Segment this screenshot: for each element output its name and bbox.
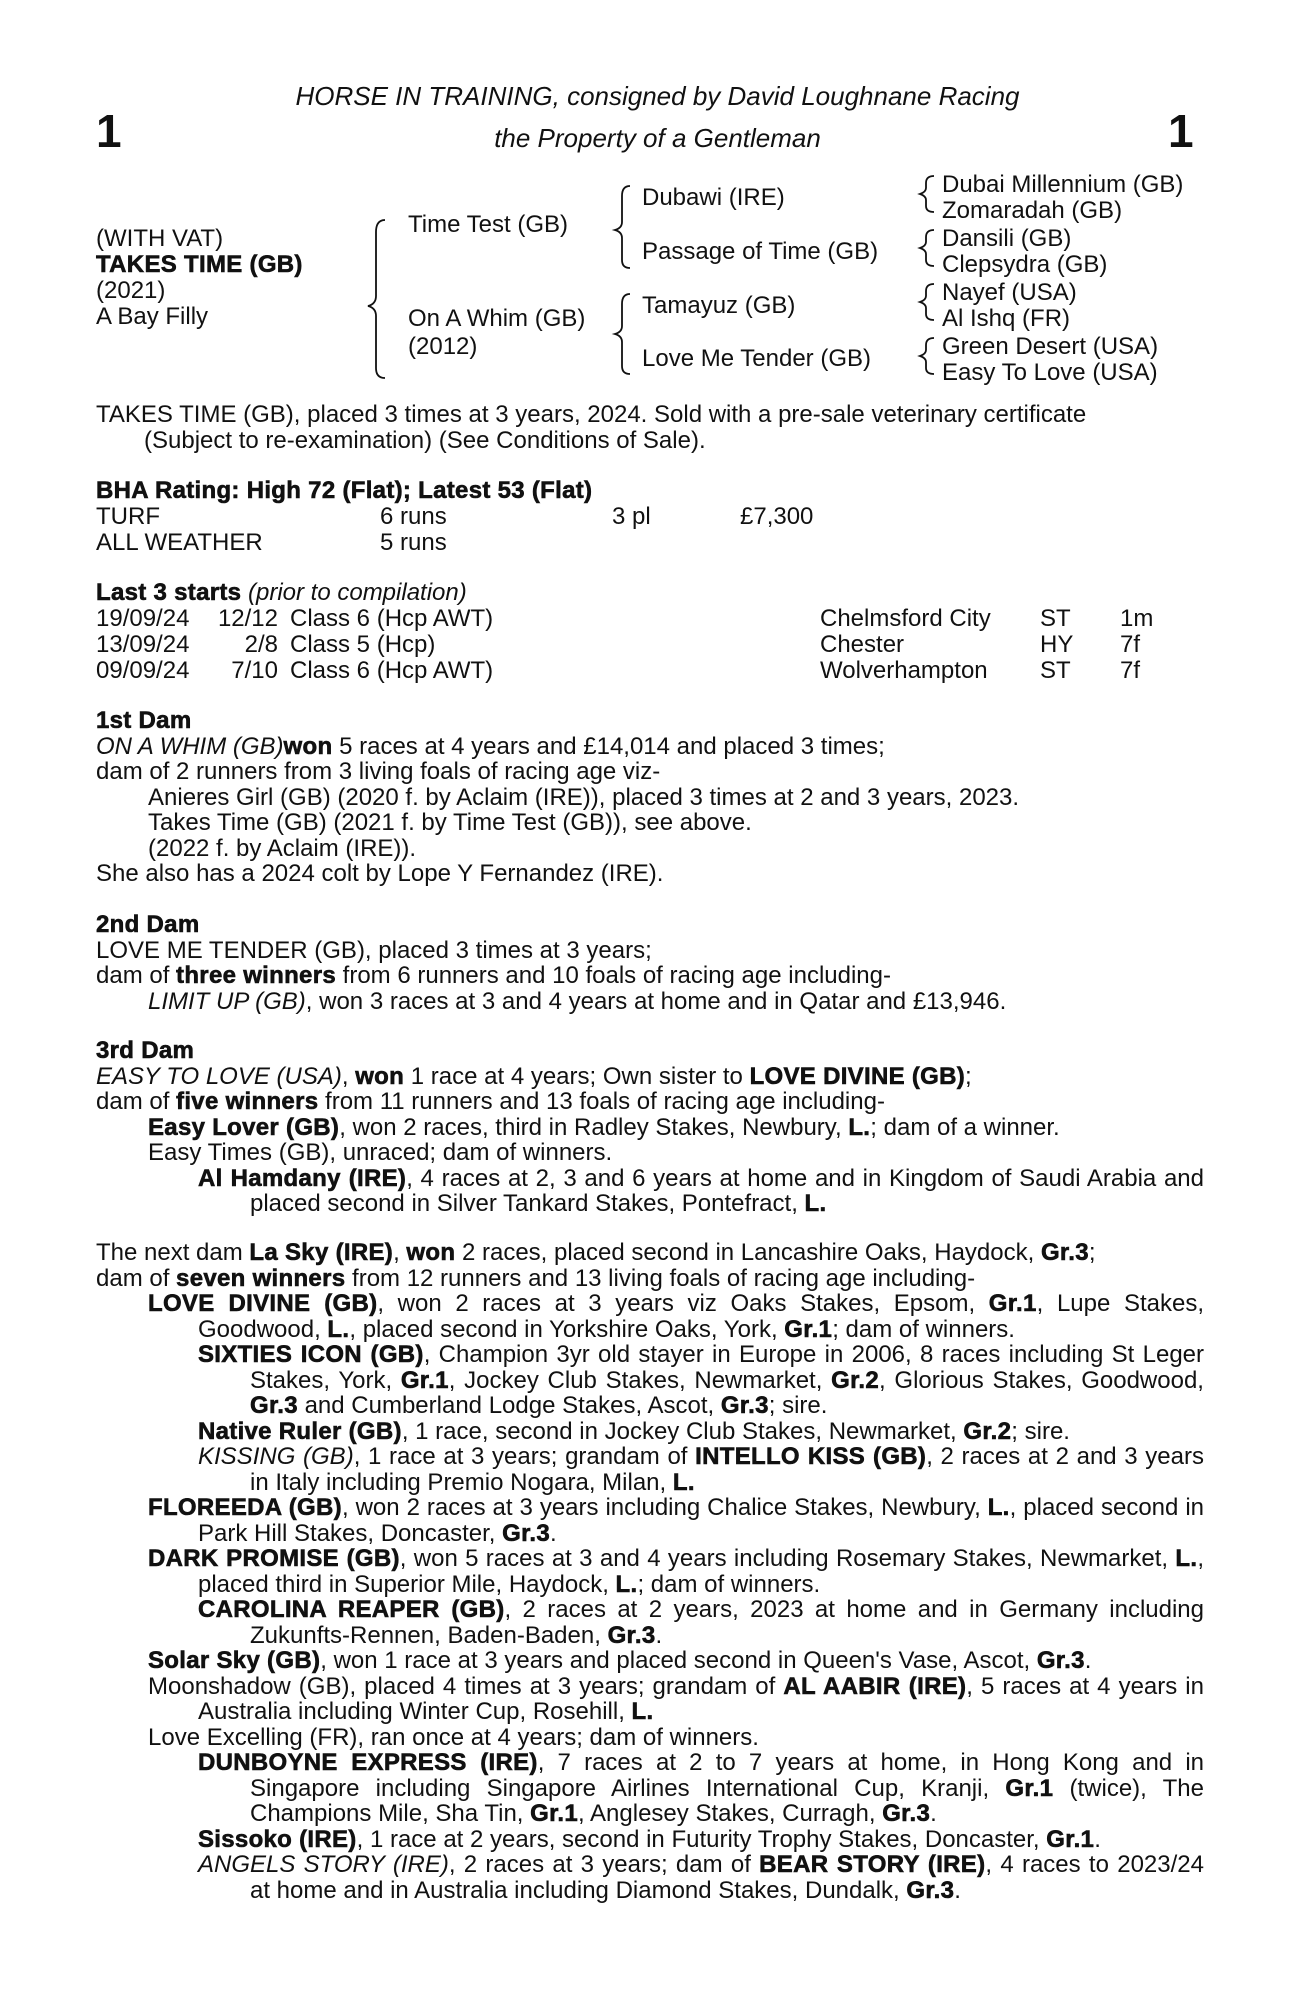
consignor-line: HORSE IN TRAINING, consigned by David Loughnane Racing [295, 81, 1020, 111]
second-dam-produce [96, 963, 1204, 989]
produce-entry [96, 1166, 1204, 1217]
start-going: ST [1040, 657, 1071, 684]
grandproduce-name: INTELLO KISS (GB) [695, 1443, 927, 1470]
text: ; sire. [1011, 1417, 1070, 1445]
text: , 1 race at 3 years; grandam of [353, 1443, 696, 1470]
start-race: Class 6 (Hcp AWT) [290, 657, 494, 684]
text: , 4 races at 2, 3 and 6 years at home and in Kingdom of Saudi Arabia and placed second in Silver Tankard Stakes, Pontefract, [250, 1164, 1204, 1217]
winners-count: five winners [176, 1088, 319, 1115]
next-dam-name: La Sky (IRE) [249, 1239, 394, 1266]
start-course: Wolverhampton [820, 657, 988, 684]
produce-entry [96, 1444, 1204, 1495]
winners-count: seven winners [176, 1264, 346, 1292]
grade-label: Gr.3 [250, 1392, 298, 1419]
second-dam-line: LOVE ME TENDER (GB), placed 3 times at 3 years; [96, 936, 652, 964]
pedigree-g5: Nayef (USA) [942, 279, 1077, 306]
first-dam-produce: dam of 2 runners from 3 living foals of racing age viz- [96, 758, 661, 785]
turf-placed: 3 pl [612, 503, 651, 530]
third-dam-name: EASY TO LOVE (USA) [96, 1062, 342, 1090]
first-dam-record: 5 races at 4 years and £14,014 and placed 3 times; [332, 732, 885, 760]
pedigree-g6: Al Ishq (FR) [942, 305, 1071, 332]
text: 1 race at 4 years; Own sister to [404, 1062, 750, 1090]
pedigree-dam: On A Whim (GB) [408, 305, 586, 332]
start-race: Class 5 (Hcp) [290, 631, 436, 658]
produce-name: ANGELS STORY (IRE) [198, 1851, 449, 1878]
start-date: 13/09/24 [96, 631, 190, 658]
turf-prize: £7,300 [740, 503, 814, 530]
produce-name: Sissoko (IRE) [198, 1825, 357, 1853]
start-going: ST [1040, 605, 1071, 632]
grandproduce-name: AL AABIR (IRE) [783, 1672, 967, 1700]
grade-label: Gr.1 [1005, 1774, 1054, 1802]
text: , 2 races at 2 years, 2023 at home and in Germany including Zukunfts-Rennen, Baden-Baden, [250, 1596, 1204, 1649]
start-course: Chelmsford City [820, 605, 991, 632]
aw-label: ALL WEATHER [96, 529, 263, 556]
last-starts-note: (prior to compilation) [247, 579, 467, 606]
text: , placed third in Superior Mile, Haydock, [198, 1545, 1205, 1598]
text: , 5 races at 4 years in Australia including Winter Cup, Rosehill, [198, 1672, 1204, 1725]
grade-label: Gr.3 [1040, 1239, 1089, 1266]
text: , won 2 races at 3 years viz Oaks Stakes, Epsom, [377, 1290, 989, 1317]
horse-name: TAKES TIME (GB) [96, 251, 303, 278]
produce-entry [96, 1419, 1204, 1445]
grade-label: Gr.3 [882, 1800, 931, 1827]
pedigree-g7: Green Desert (USA) [942, 333, 1159, 360]
text: dam of [96, 962, 177, 989]
produce-entry [96, 1674, 1204, 1725]
text: , 1 race, second in Jockey Club Stakes, Newmarket, [401, 1417, 964, 1445]
last-starts-heading [96, 580, 467, 606]
text: , won 5 races at 3 and 4 years including Rosemary Stakes, Newmarket, [399, 1545, 1176, 1572]
property-line: the Property of a Gentleman [494, 123, 821, 153]
produce-entry [96, 1852, 1204, 1903]
text: , Anglesey Stakes, Curragh, [578, 1800, 883, 1827]
grade-label: Gr.3 [906, 1876, 955, 1904]
text: ; [1088, 1239, 1096, 1266]
produce-entry [96, 989, 1204, 1015]
text: , 1 race at 2 years, second in Futurity Trophy Stakes, Doncaster, [356, 1825, 1047, 1853]
first-dam-section [96, 708, 1204, 887]
produce-entry: (2022 f. by Aclaim (IRE)). [148, 834, 417, 862]
next-dam-produce [96, 1266, 1204, 1292]
listed-label: L. [631, 1698, 654, 1725]
text: , Lupe Stakes, Goodwood, [198, 1290, 1204, 1343]
produce-name: SIXTIES ICON (GB) [198, 1341, 424, 1368]
last-starts-title: Last 3 starts [96, 579, 242, 606]
grade-label: Gr.2 [963, 1417, 1012, 1445]
first-dam-note: She also has a 2024 colt by Lope Y Fernandez (IRE). [96, 860, 664, 887]
start-position: 12/12 [217, 605, 278, 632]
text: . [1094, 1825, 1101, 1853]
produce-entry: Takes Time (GB) (2021 f. by Time Test (GB)), see above. [148, 809, 752, 836]
pedigree-sire: Time Test (GB) [408, 211, 569, 238]
produce-name: LOVE DIVINE (GB) [148, 1290, 378, 1317]
produce-entry [96, 1546, 1204, 1597]
summary-line-2: (Subject to re-examination) (See Conditions of Sale). [144, 427, 706, 454]
text: , placed second in Yorkshire Oaks, York, [349, 1315, 785, 1343]
text: Moonshadow (GB), placed 4 times at 3 years; grandam of [148, 1672, 784, 1700]
produce-entry [96, 1342, 1204, 1419]
text: dam of [96, 1264, 177, 1292]
second-dam-section [96, 912, 1204, 1014]
pedigree-sire-sire: Dubawi (IRE) [642, 184, 785, 211]
text: from 12 runners and 13 living foals of racing age including- [345, 1264, 976, 1292]
produce-entry [96, 1648, 1204, 1674]
pedigree-dam-dam: Love Me Tender (GB) [642, 345, 871, 372]
text: , placed second in Park Hill Stakes, Doncaster, [198, 1494, 1204, 1547]
turf-label: TURF [96, 503, 160, 530]
lot-number-left: 1 [96, 105, 122, 157]
produce-entry: Anieres Girl (GB) (2020 f. by Aclaim (IRE)), placed 3 times at 2 and 3 years, 2023. [148, 783, 1020, 811]
pedigree-g3: Dansili (GB) [942, 225, 1072, 252]
produce-entry [96, 1291, 1204, 1342]
won-label: won [355, 1062, 405, 1090]
produce-name: Al Hamdany (IRE) [198, 1164, 407, 1192]
text: , won 1 race at 3 years and placed second in Queen's Vase, Ascot, [320, 1647, 1037, 1674]
grade-label: Gr.1 [988, 1290, 1037, 1317]
text: , won 2 races, third in Radley Stakes, Newbury, [339, 1113, 849, 1141]
text: from 11 runners and 13 foals of racing age including- [318, 1088, 885, 1115]
pedigree-dam-year: (2012) [408, 333, 478, 360]
start-distance: 7f [1120, 657, 1141, 684]
listed-label: L. [987, 1494, 1010, 1521]
text: from 6 runners and 10 foals of racing age including- [336, 962, 891, 989]
text: (twice), The Champions Mile, Sha Tin, [250, 1774, 1204, 1827]
produce-name: DARK PROMISE (GB) [148, 1545, 400, 1572]
text: , 2 races at 3 years; dam of [448, 1851, 760, 1878]
produce-name: FLOREEDA (GB) [148, 1494, 342, 1521]
winners-count: three winners [176, 962, 336, 989]
aw-runs: 5 runs [380, 529, 447, 556]
produce-entry: Easy Times (GB), unraced; dam of winners. [148, 1139, 613, 1166]
horse-description: A Bay Filly [96, 303, 209, 330]
text: ; [965, 1062, 972, 1090]
won-label: won [283, 732, 333, 760]
start-date: 19/09/24 [96, 605, 190, 632]
third-dam-line: EASY TO LOVE (USA), won 1 race at 4 years; Own sister to LOVE DIVINE (GB); [96, 1062, 972, 1090]
summary-line-1: TAKES TIME (GB), placed 3 times at 3 years, 2024. Sold with a pre-sale veterinary certificate [96, 401, 1087, 428]
pedigree-dam-sire: Tamayuz (GB) [642, 292, 796, 319]
produce-entry [96, 1750, 1204, 1827]
grade-label: Gr.1 [784, 1315, 833, 1343]
pedigree-g8: Easy To Love (USA) [942, 359, 1158, 386]
start-position: 2/8 [244, 631, 278, 658]
produce-entry [96, 1115, 1204, 1141]
grade-label: Gr.3 [720, 1392, 769, 1419]
text: The next dam [96, 1239, 250, 1266]
text: , won 2 races at 3 years including Chalice Stakes, Newbury, [341, 1494, 988, 1521]
produce-name: CAROLINA REAPER (GB) [198, 1596, 505, 1623]
turf-runs: 6 runs [380, 503, 447, 530]
produce-name: KISSING (GB) [198, 1443, 354, 1470]
listed-label: L. [327, 1315, 350, 1343]
start-position: 7/10 [231, 657, 278, 684]
next-dam-section [96, 1240, 1204, 1903]
sister-name: LOVE DIVINE (GB) [749, 1062, 966, 1090]
start-course: Chester [820, 631, 905, 658]
grade-label: Gr.3 [502, 1519, 551, 1547]
third-dam-section [96, 1038, 1204, 1217]
start-race: Class 6 (Hcp AWT) [290, 605, 494, 632]
grade-label: Gr.2 [831, 1366, 880, 1394]
text: ; dam of a winner. [870, 1113, 1060, 1141]
text: , Glorious Stakes, Goodwood, [879, 1366, 1204, 1394]
start-distance: 7f [1120, 631, 1141, 658]
produce-name: DUNBOYNE EXPRESS (IRE) [198, 1749, 538, 1776]
text: . [954, 1876, 961, 1904]
grade-label: Gr.1 [530, 1800, 579, 1827]
listed-label: L. [1175, 1545, 1198, 1572]
first-dam-line [96, 734, 1204, 760]
text: dam of [96, 1088, 177, 1115]
produce-entry [96, 1597, 1204, 1648]
text: ; sire. [768, 1392, 828, 1419]
start-date: 09/09/24 [96, 657, 190, 684]
first-dam-title: 1st Dam [96, 707, 192, 734]
text: ; dam of winners. [637, 1570, 821, 1598]
listed-label: L. [672, 1468, 695, 1496]
pedigree-g2: Zomaradah (GB) [942, 197, 1123, 224]
rating-title: BHA Rating: High 72 (Flat); Latest 53 (Flat) [96, 477, 593, 504]
pedigree-g1: Dubai Millennium (GB) [942, 171, 1184, 198]
pedigree-sire-dam: Passage of Time (GB) [642, 238, 879, 265]
listed-label: L. [615, 1570, 638, 1598]
produce-name: LIMIT UP (GB) [148, 987, 306, 1015]
start-distance: 1m [1120, 605, 1154, 632]
produce-entry [96, 1827, 1204, 1853]
text: , 2 races at 2 and 3 years in Italy including Premio Nogara, Milan, [250, 1443, 1204, 1496]
grade-label: Gr.1 [1046, 1825, 1095, 1853]
second-dam-title: 2nd Dam [96, 911, 200, 938]
text: and Cumberland Lodge Stakes, Ascot, [297, 1392, 721, 1419]
listed-label: L. [804, 1190, 827, 1217]
text: . [550, 1519, 557, 1547]
text: , Champion 3yr old stayer in Europe in 2006, 8 races including St Leger Stakes, York, [250, 1341, 1205, 1394]
text: . [655, 1621, 663, 1649]
third-dam-title: 3rd Dam [96, 1037, 195, 1064]
third-dam-produce [96, 1089, 1204, 1115]
pedigree-g4: Clepsydra (GB) [942, 251, 1108, 278]
vat-label: (WITH VAT) [96, 225, 224, 252]
text: , Jockey Club Stakes, Newmarket, [448, 1366, 832, 1394]
text: , 4 races to 2023/24 at home and in Australia including Diamond Stakes, Dundalk, [250, 1851, 1204, 1904]
text: . [930, 1800, 937, 1827]
grade-label: Gr.1 [400, 1366, 449, 1394]
text: , 7 races at 2 to 7 years at home, in Hong Kong and in Singapore including Singapore Airlines International Cup, Kranji, [250, 1749, 1205, 1802]
text: ; dam of winners. [832, 1315, 1015, 1343]
produce-name: Native Ruler (GB) [198, 1417, 402, 1445]
text: 2 races, placed second in Lancashire Oaks, Haydock, [455, 1239, 1041, 1266]
grade-label: Gr.3 [607, 1621, 656, 1649]
first-dam-name: ON A WHIM (GB) [96, 732, 284, 760]
produce-name: Solar Sky (GB) [148, 1647, 321, 1674]
start-going: HY [1040, 631, 1074, 658]
grade-label: Gr.3 [1036, 1647, 1085, 1674]
won-label: won [406, 1239, 456, 1266]
produce-name: Easy Lover (GB) [148, 1113, 340, 1141]
listed-label: L. [848, 1113, 871, 1141]
next-dam-line: The next dam La Sky (IRE), won 2 races, placed second in Lancashire Oaks, Haydock, Gr.3; [96, 1239, 1096, 1266]
text: . [1084, 1647, 1092, 1674]
grandproduce-name: BEAR STORY (IRE) [759, 1851, 986, 1878]
produce-entry: Love Excelling (FR), ran once at 4 years; dam of winners. [148, 1723, 759, 1751]
text: , won 3 races at 3 and 4 years at home and in Qatar and £13,946. [305, 987, 1007, 1015]
lot-number-right: 1 [1168, 105, 1194, 157]
horse-year: (2021) [96, 277, 166, 304]
produce-entry [96, 1495, 1204, 1546]
